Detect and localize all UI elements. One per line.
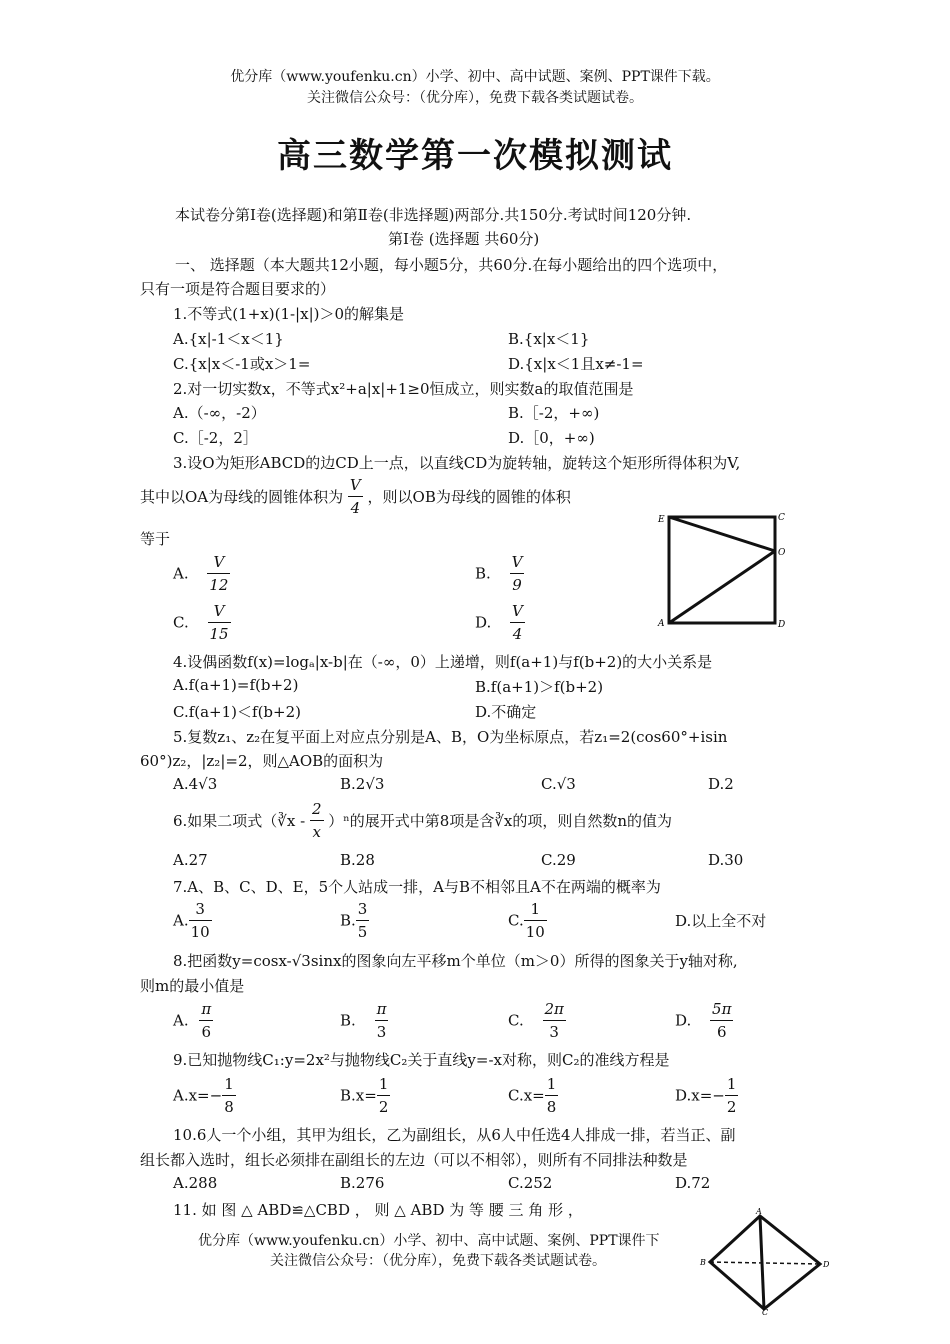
q6-stem-b: ）ⁿ的展开式中第8项是含∛x的项，则自然数n的值为 [328,812,672,830]
footer-line-1: 优分库（www.youfenku.cn）小学、初中、高中试题、案例、PPT课件下 [198,1233,660,1249]
q3-option-b: B. $\frac{V}{9}$ [475,553,523,594]
q8-stem-2: 则m的最小值是 [140,977,245,995]
q3-rectangle-figure [655,508,795,630]
q3-option-c: C. $\frac{V}{15}$ [173,602,229,643]
q8-option-d: D. $\frac{5\pi}{6}$ [675,1000,732,1041]
q5-stem-1: 5.复数z₁、z₂在复平面上对应点分别是A、B，O为坐标原点，若z₁=2(cos60°+isin [173,728,728,746]
q7-option-b: B. $\frac{3}{5}$ [340,900,368,941]
q5-option-a: A.4√3 [173,775,218,793]
q8-option-b: B. $\frac{\pi}{3}$ [340,1000,387,1041]
q11-rhombus-figure [696,1208,836,1316]
q6-option-c: C.29 [541,851,576,869]
q4-option-c: C.f(a+1)＜f(b+2) [173,703,301,721]
label-d: D [823,1260,830,1269]
q2-option-c: C.［-2，2］ [173,429,258,447]
q4-stem: 4.设偶函数f(x)=logₐ|x-b|在（-∞，0）上递增，则f(a+1)与f(b+2)的大小关系是 [173,653,713,671]
q10-option-b: B.276 [340,1174,385,1192]
q1-stem: 1.不等式(1+x)(1-|x|)＞0的解集是 [173,305,405,323]
footer-line-2: 关注微信公众号：（优分库），免费下载各类试题试卷。 [270,1253,606,1269]
q2-option-d: D.［0，+∞) [508,429,595,447]
q9-option-a: A.x=− $\frac{1}{8}$ [173,1075,234,1116]
q3-stem-2 [140,474,571,519]
q8-stem-1: 8.把函数y=cosx-√3sinx的图象向左平移m个单位（m＞0）所得的图象关于y轴对称, [173,952,738,970]
q1-option-a: A.{x|-1＜x＜1} [173,330,284,348]
section-heading-cont: 只有一项是符合题目要求的） [140,280,336,298]
q10-stem-2: 组长都入选时，组长必须排在副组长的左边（可以不相邻），则所有不同排法种数是 [140,1151,688,1169]
part1-heading: 第Ⅰ卷 (选择题 共60分) [388,230,540,248]
q9-option-c: C.x= $\frac{1}{8}$ [508,1075,557,1116]
q2-option-a: A.（-∞，-2） [173,404,266,422]
q1-option-c: C.{x|x＜-1或x＞1= [173,355,311,373]
label-c: C [778,513,785,523]
q6-option-a: A.27 [173,851,208,869]
q4-option-a: A.f(a+1)=f(b+2) [173,676,299,694]
q6-option-b: B.28 [340,851,375,869]
label-b: B [700,1258,706,1267]
q6-stem [173,798,672,843]
label-d: D [778,620,786,630]
q3-option-d: D. $\frac{V}{4}$ [475,602,523,643]
q7-option-c: C. $\frac{1}{10}$ [508,900,545,941]
q3-fraction: $\frac{V}{4}$ [349,476,361,517]
q9-stem: 9.已知抛物线C₁:y=2x²与抛物线C₂关于直线y=-x对称，则C₂的准线方程是 [173,1051,670,1069]
q9-option-d: D.x=− $\frac{1}{2}$ [675,1075,737,1116]
diagonal-bd [710,1262,820,1264]
q9-option-b: B.x= $\frac{1}{2}$ [340,1075,389,1116]
intro-text: 本试卷分第Ⅰ卷(选择题)和第Ⅱ卷(非选择题)两部分.共150分.考试时间120分钟. [175,206,692,224]
q2-option-b: B.［-2，+∞) [508,404,600,422]
q10-option-d: D.72 [675,1174,711,1192]
q1-option-d: D.{x|x＜1且x≠-1= [508,355,644,373]
q10-stem-1: 10.6人一个小组，其甲为组长，乙为副组长，从6人中任选4人排成一排，若当正、副 [173,1126,736,1144]
segment-ao [669,551,775,623]
q8-option-c: C. $\frac{2\pi}{3}$ [508,1000,564,1041]
q5-option-b: B.2√3 [340,775,385,793]
q10-option-c: C.252 [508,1174,553,1192]
q2-stem: 2.对一切实数x，不等式x²+a|x|+1≥0恒成立，则实数a的取值范围是 [173,380,634,398]
q6-fraction: $\frac{2}{x}$ [311,800,322,841]
q3-option-a: A. $\frac{V}{12}$ [173,553,229,594]
label-a: A [756,1208,762,1216]
section-heading: 一、 选择题（本大题共12小题，每小题5分，共60分.在每小题给出的四个选项中， [175,256,728,274]
q7-option-a: A. $\frac{3}{10}$ [173,900,210,941]
q3-stem-1: 3.设O为矩形ABCD的边CD上一点，以直线CD为旋转轴，旋转这个矩形所得体积为V, [173,454,741,472]
q6-stem-a: 6.如果二项式（∛x - [173,812,306,830]
q5-stem-2: 60°)z₂，|z₂|=2，则△AOB的面积为 [140,752,384,770]
label-a: A [658,619,665,629]
q3-stem-2b: ，则以OB为母线的圆锥的体积 [367,488,571,506]
label-o: O [778,548,786,558]
segment-eo [669,517,775,551]
q1-option-b: B.{x|x＜1} [508,330,590,348]
q7-option-d: D.以上全不对 [675,912,767,930]
q5-option-d: D.2 [708,775,734,793]
header-line-2: 关注微信公众号：（优分库），免费下载各类试题试卷。 [307,90,643,106]
q4-option-b: B.f(a+1)＞f(b+2) [475,678,604,696]
q4-option-d: D.不确定 [475,703,537,721]
q3-stem-2a: 其中以OA为母线的圆锥体积为 [140,488,344,506]
label-e: E [658,515,665,525]
label-c: C [762,1308,769,1316]
q6-option-d: D.30 [708,851,744,869]
page-title: 高三数学第一次模拟测试 [277,136,673,176]
q3-stem-3: 等于 [140,530,171,548]
q5-option-c: C.√3 [541,775,576,793]
q10-option-a: A.288 [173,1174,218,1192]
q11-stem: 11. 如 图 △ ABD≌△CBD ， 则 △ ABD 为 等 腰 三 角 形 ， [173,1201,583,1219]
q7-stem: 7.A、B、C、D、E，5个人站成一排，A与B不相邻且A不在两端的概率为 [173,878,661,896]
q8-option-a: A. $\frac{\pi}{6}$ [173,1000,212,1041]
header-line-1: 优分库（www.youfenku.cn）小学、初中、高中试题、案例、PPT课件下载。 [230,69,720,85]
